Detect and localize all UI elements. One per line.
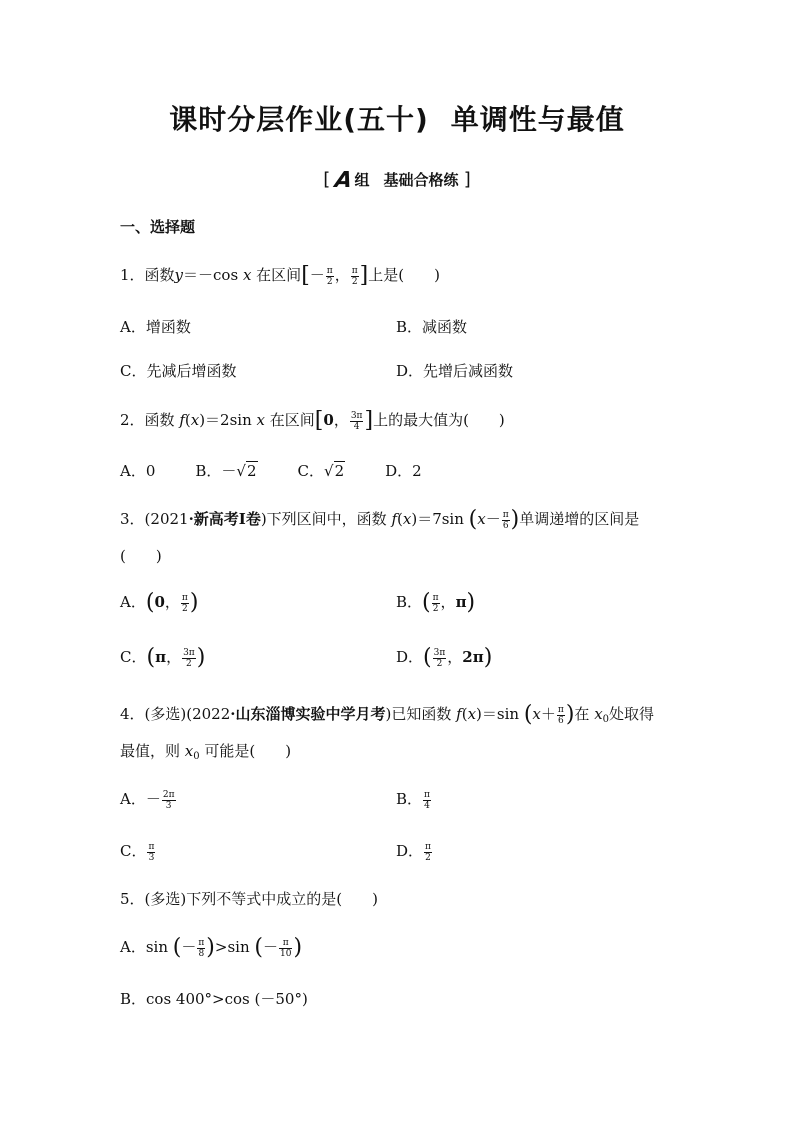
question-4-stem-line2: 最值，则 $x_0$ 可能是( ) [120, 742, 292, 762]
question-2-options: A．0 B．－√2 C．√2 D．2 [120, 462, 422, 480]
question-1-option-c: C．先减后增函数 [120, 362, 237, 380]
question-2-stem: 2．函数 f(x)＝2sin x 在区间[0， $\frac{3\pi}{4}$ ]上的最大值为( ) [120, 408, 505, 433]
question-3-option-a: A．(0， $\frac{\pi}{2}$ ) [120, 590, 199, 615]
section-heading: 一、选择题 [120, 218, 196, 236]
question-4-option-d: D． $\frac{\pi}{2}$ [396, 841, 431, 863]
question-3-option-c: C．(π， $\frac{3\pi}{2}$ ) [120, 645, 206, 670]
question-4-option-c: C． $\frac{\pi}{3}$ [120, 841, 155, 863]
page-title: 课时分层作业(五十) 单调性与最值 [169, 103, 625, 136]
question-3-stem: 3．(2021·新高考Ⅰ卷)下列区间中，函数 f(x)＝7sin (x－ $\frac{\pi}{6}$ )单调递增的区间是 [120, 507, 640, 532]
group-heading: [ A组 基础合格练 ] [323, 168, 471, 193]
question-3-paren: ( ) [120, 547, 162, 565]
question-3-option-b: B．( $\frac{\pi}{2}$ ，π) [396, 590, 476, 615]
question-1-option-a: A．增函数 [120, 318, 191, 336]
question-4-stem: 4．(多选)(2022·山东淄博实验中学月考)已知函数 f(x)＝sin (x＋ $\frac{\pi}{6}$ )在 $x_0$处取得 [120, 702, 655, 727]
question-1-option-b: B．减函数 [396, 318, 468, 336]
question-3-option-d: D．( $\frac{3\pi}{2}$ ，2π) [396, 645, 493, 670]
group-letter-badge: A [333, 168, 355, 193]
question-5-option-a: A．sin (－ $\frac{\pi}{8}$ )>sin (－ $\frac{\pi}{10}$ ) [120, 935, 303, 960]
question-1-stem: 1．函数y＝－cos x 在区间[－ $\frac{\pi}{2}$ ， $\frac{\pi}{2}$ ]上是( ) [120, 263, 440, 288]
question-4-option-b: B． $\frac{\pi}{4}$ [396, 789, 430, 811]
question-5-option-b: B．cos 400°>cos (－50°) [120, 990, 308, 1008]
question-4-option-a: A．－ $\frac{2\pi}{3}$ [120, 789, 175, 811]
question-1-option-d: D．先增后减函数 [396, 362, 514, 380]
question-5-stem: 5．(多选)下列不等式中成立的是( ) [120, 890, 378, 908]
